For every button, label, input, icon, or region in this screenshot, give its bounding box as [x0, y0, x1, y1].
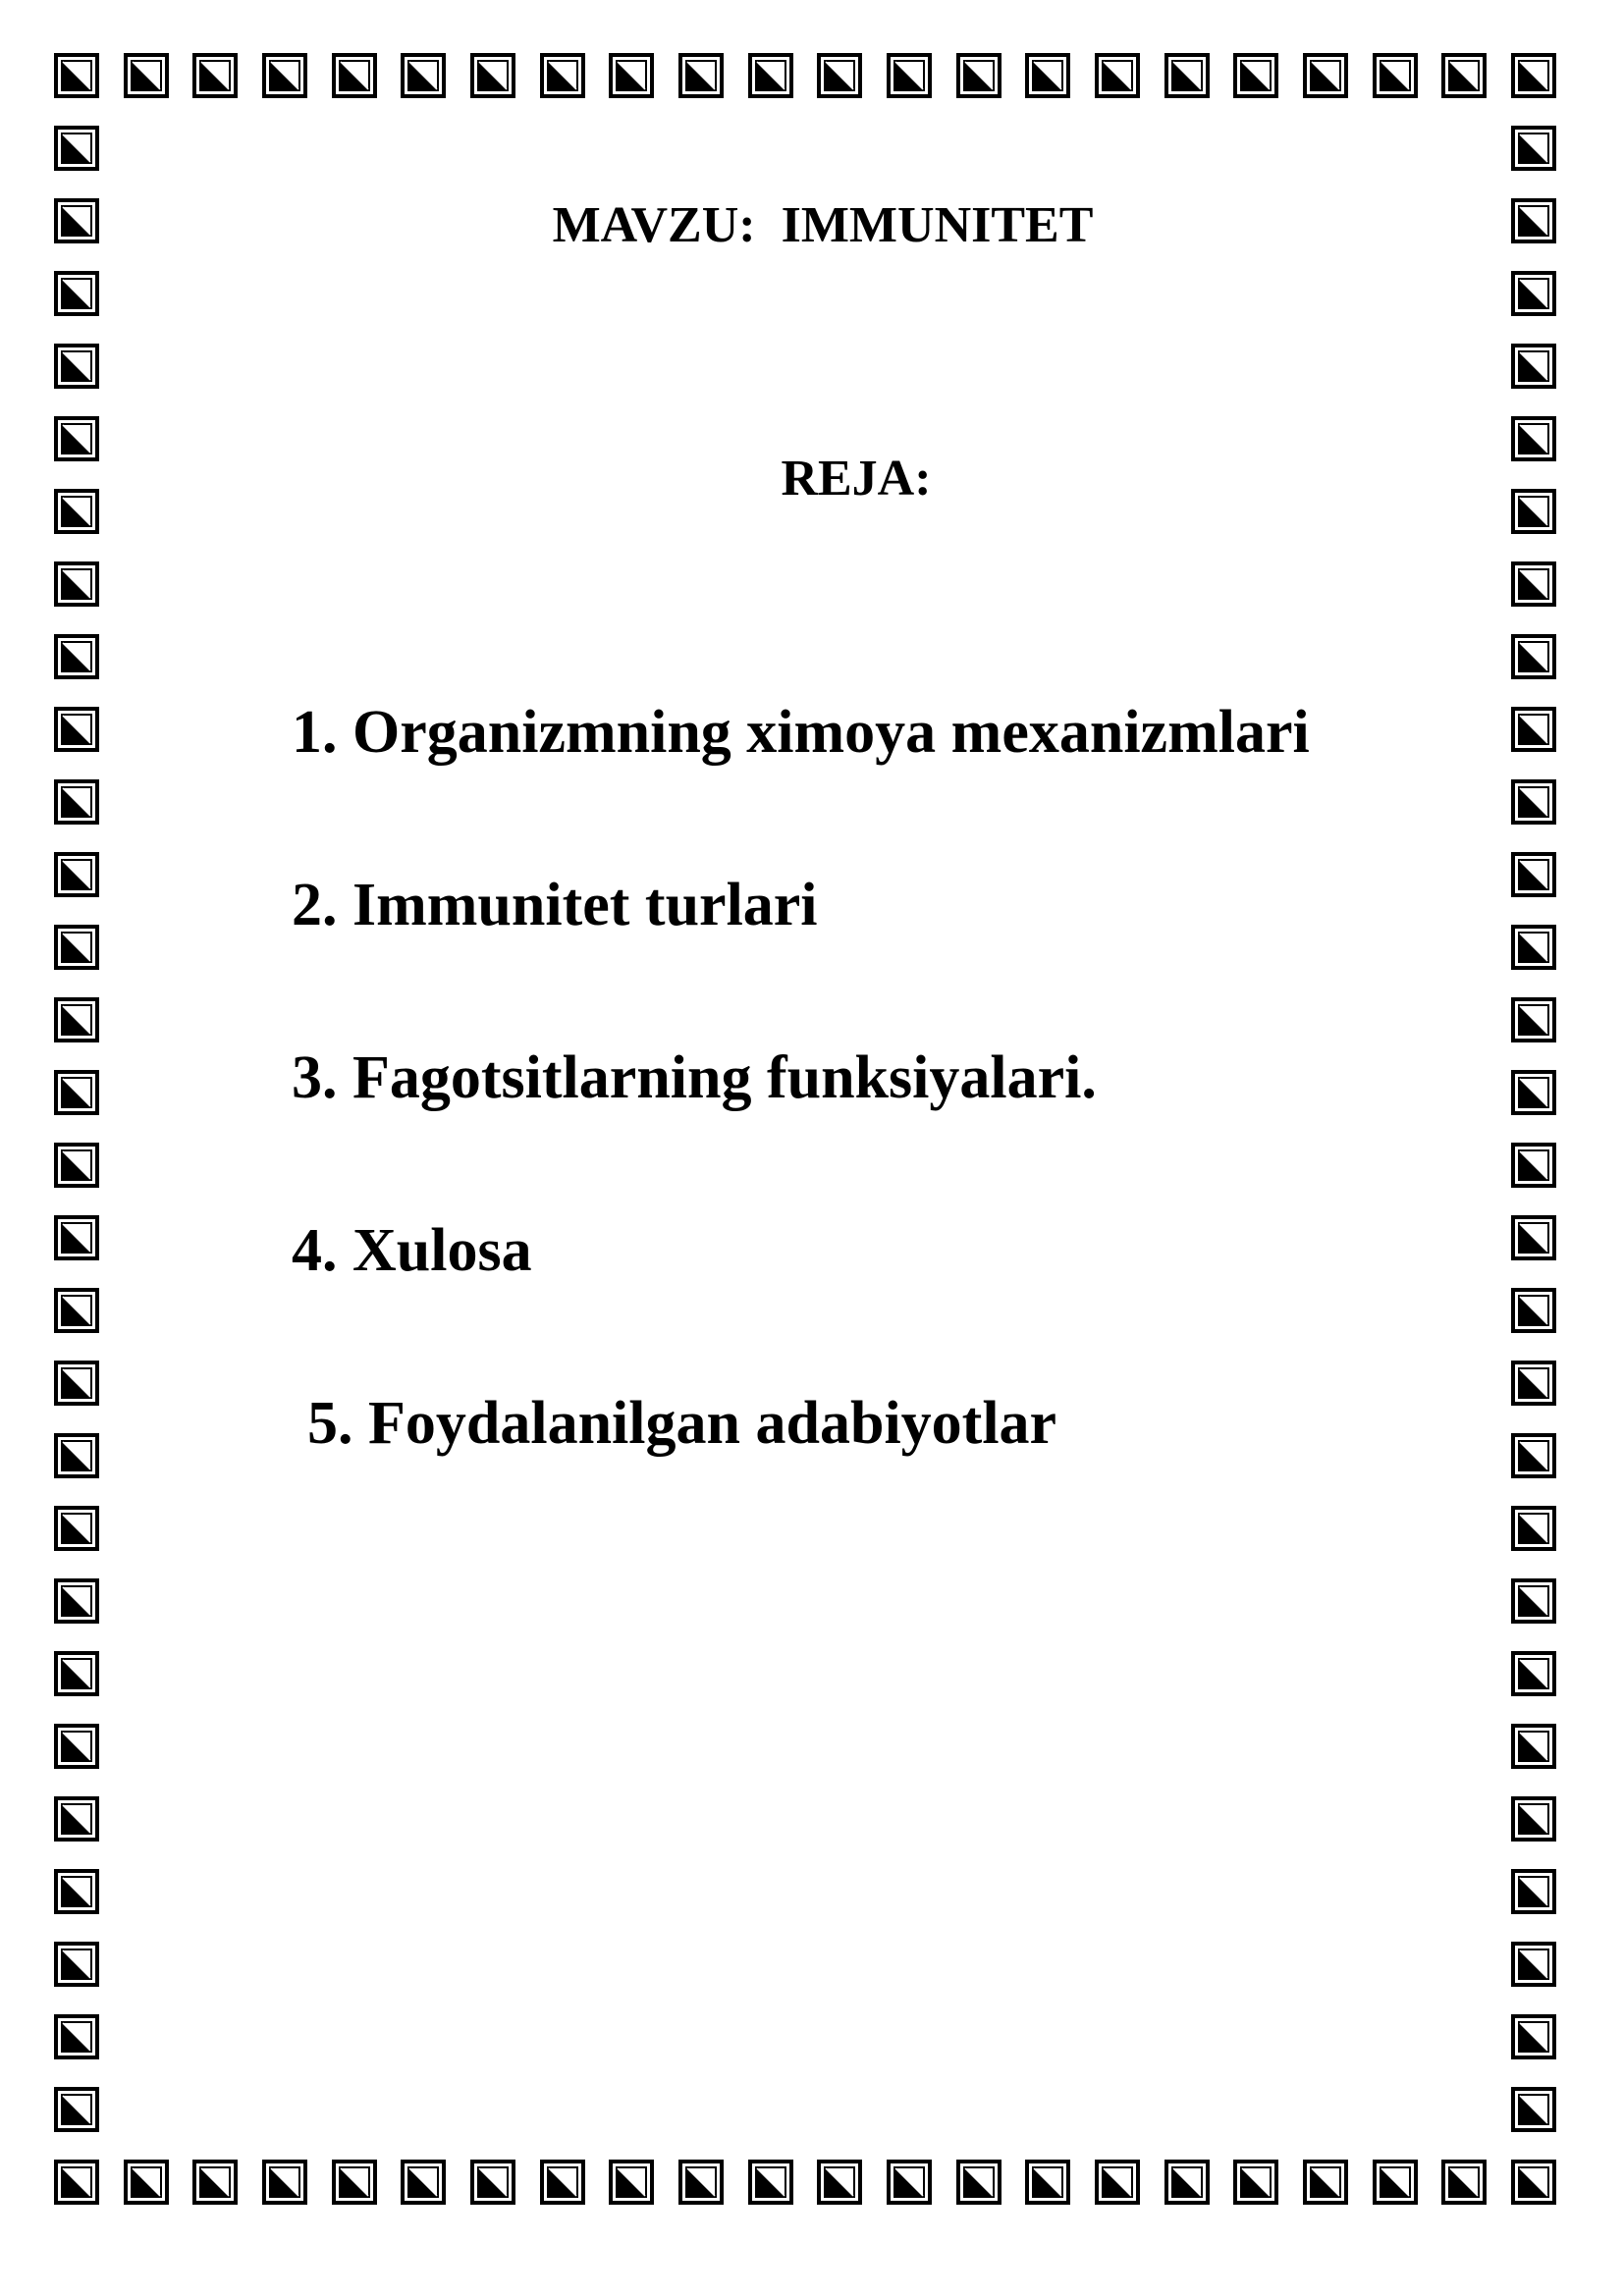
plan-item-1: 1. Organizmning ximoya mexanizmlari: [292, 699, 1310, 766]
square-with-black-triangle-icon: [540, 2160, 585, 2205]
square-with-black-triangle-icon: [54, 1796, 99, 1842]
plan-item-2: 2. Immunitet turlari: [292, 872, 818, 938]
square-with-black-triangle-icon: [1511, 925, 1556, 970]
square-with-black-triangle-icon: [1511, 779, 1556, 825]
square-with-black-triangle-icon: [1095, 53, 1140, 98]
square-with-black-triangle-icon: [1511, 126, 1556, 171]
topic-title: MAVZU: IMMUNITET: [552, 197, 1094, 253]
square-with-black-triangle-icon: [332, 53, 377, 98]
square-with-black-triangle-icon: [54, 2087, 99, 2132]
square-with-black-triangle-icon: [1511, 707, 1556, 752]
square-with-black-triangle-icon: [401, 53, 446, 98]
square-with-black-triangle-icon: [54, 1433, 99, 1478]
square-with-black-triangle-icon: [54, 1288, 99, 1333]
square-with-black-triangle-icon: [1303, 2160, 1348, 2205]
square-with-black-triangle-icon: [1511, 2014, 1556, 2059]
square-with-black-triangle-icon: [887, 53, 932, 98]
square-with-black-triangle-icon: [54, 2160, 99, 2205]
square-with-black-triangle-icon: [1511, 1361, 1556, 1406]
square-with-black-triangle-icon: [1511, 53, 1556, 98]
square-with-black-triangle-icon: [1164, 2160, 1210, 2205]
square-with-black-triangle-icon: [192, 2160, 238, 2205]
square-with-black-triangle-icon: [748, 2160, 793, 2205]
plan-heading: REJA:: [781, 451, 932, 507]
square-with-black-triangle-icon: [1511, 1651, 1556, 1696]
square-with-black-triangle-icon: [1095, 2160, 1140, 2205]
square-with-black-triangle-icon: [54, 925, 99, 970]
square-with-black-triangle-icon: [1511, 1070, 1556, 1115]
square-with-black-triangle-icon: [956, 53, 1001, 98]
square-with-black-triangle-icon: [54, 1578, 99, 1624]
square-with-black-triangle-icon: [332, 2160, 377, 2205]
square-with-black-triangle-icon: [54, 561, 99, 607]
plan-item-4: 4. Xulosa: [292, 1217, 532, 1284]
square-with-black-triangle-icon: [748, 53, 793, 98]
square-with-black-triangle-icon: [54, 1070, 99, 1115]
square-with-black-triangle-icon: [678, 2160, 724, 2205]
plan-item-5: 5. Foydalanilgan adabiyotlar: [307, 1390, 1057, 1457]
square-with-black-triangle-icon: [1441, 2160, 1487, 2205]
square-with-black-triangle-icon: [1233, 53, 1278, 98]
square-with-black-triangle-icon: [54, 1215, 99, 1260]
square-with-black-triangle-icon: [1511, 344, 1556, 389]
square-with-black-triangle-icon: [1511, 1724, 1556, 1769]
square-with-black-triangle-icon: [262, 2160, 307, 2205]
square-with-black-triangle-icon: [54, 1143, 99, 1188]
square-with-black-triangle-icon: [678, 53, 724, 98]
plan-item-3: 3. Fagotsitlarning funksiyalari.: [292, 1044, 1097, 1111]
square-with-black-triangle-icon: [1511, 271, 1556, 316]
square-with-black-triangle-icon: [1511, 634, 1556, 679]
square-with-black-triangle-icon: [54, 1724, 99, 1769]
square-with-black-triangle-icon: [1511, 1215, 1556, 1260]
square-with-black-triangle-icon: [1303, 53, 1348, 98]
square-with-black-triangle-icon: [54, 779, 99, 825]
square-with-black-triangle-icon: [401, 2160, 446, 2205]
square-with-black-triangle-icon: [817, 2160, 862, 2205]
square-with-black-triangle-icon: [1373, 53, 1418, 98]
square-with-black-triangle-icon: [609, 53, 654, 98]
square-with-black-triangle-icon: [54, 1869, 99, 1914]
square-with-black-triangle-icon: [817, 53, 862, 98]
plan-list: [292, 697, 1310, 1561]
square-with-black-triangle-icon: [54, 852, 99, 897]
square-with-black-triangle-icon: [1373, 2160, 1418, 2205]
square-with-black-triangle-icon: [54, 53, 99, 98]
square-with-black-triangle-icon: [540, 53, 585, 98]
square-with-black-triangle-icon: [1511, 1143, 1556, 1188]
square-with-black-triangle-icon: [1511, 2160, 1556, 2205]
square-with-black-triangle-icon: [54, 1506, 99, 1551]
square-with-black-triangle-icon: [1511, 1288, 1556, 1333]
square-with-black-triangle-icon: [54, 2014, 99, 2059]
square-with-black-triangle-icon: [1511, 1506, 1556, 1551]
square-with-black-triangle-icon: [124, 2160, 169, 2205]
square-with-black-triangle-icon: [1441, 53, 1487, 98]
square-with-black-triangle-icon: [470, 53, 515, 98]
square-with-black-triangle-icon: [54, 344, 99, 389]
square-with-black-triangle-icon: [1164, 53, 1210, 98]
square-with-black-triangle-icon: [124, 53, 169, 98]
square-with-black-triangle-icon: [956, 2160, 1001, 2205]
square-with-black-triangle-icon: [54, 271, 99, 316]
square-with-black-triangle-icon: [1511, 997, 1556, 1042]
square-with-black-triangle-icon: [1025, 53, 1070, 98]
square-with-black-triangle-icon: [470, 2160, 515, 2205]
square-with-black-triangle-icon: [1511, 2087, 1556, 2132]
square-with-black-triangle-icon: [1025, 2160, 1070, 2205]
square-with-black-triangle-icon: [1511, 1433, 1556, 1478]
square-with-black-triangle-icon: [54, 707, 99, 752]
square-with-black-triangle-icon: [1511, 1578, 1556, 1624]
square-with-black-triangle-icon: [887, 2160, 932, 2205]
square-with-black-triangle-icon: [262, 53, 307, 98]
square-with-black-triangle-icon: [1511, 1796, 1556, 1842]
square-with-black-triangle-icon: [609, 2160, 654, 2205]
square-with-black-triangle-icon: [1233, 2160, 1278, 2205]
square-with-black-triangle-icon: [54, 1361, 99, 1406]
square-with-black-triangle-icon: [1511, 561, 1556, 607]
square-with-black-triangle-icon: [54, 997, 99, 1042]
square-with-black-triangle-icon: [54, 634, 99, 679]
square-with-black-triangle-icon: [1511, 1942, 1556, 1987]
square-with-black-triangle-icon: [1511, 852, 1556, 897]
square-with-black-triangle-icon: [192, 53, 238, 98]
square-with-black-triangle-icon: [1511, 1869, 1556, 1914]
square-with-black-triangle-icon: [54, 126, 99, 171]
square-with-black-triangle-icon: [54, 1651, 99, 1696]
square-with-black-triangle-icon: [54, 1942, 99, 1987]
